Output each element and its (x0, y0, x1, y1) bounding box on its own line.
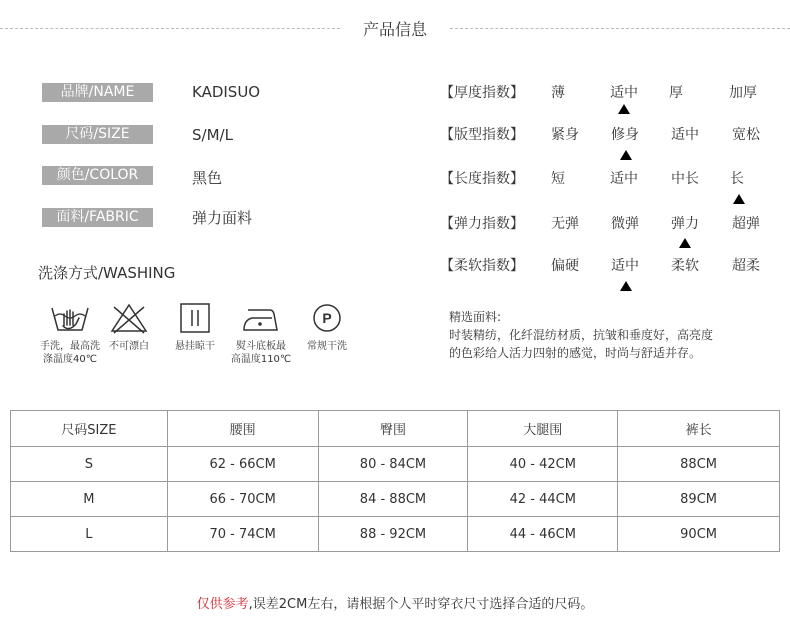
table-header-length: 裤长 (618, 411, 780, 447)
fabric-note-line1: 时装精纺，化纤混纺材质，抗皱和垂度好，高亮度 (449, 328, 714, 342)
no-bleach-icon (108, 302, 150, 334)
size-table (10, 410, 780, 552)
iron-icon (240, 302, 282, 334)
hang-dry-icon (174, 302, 216, 334)
hand-wash-icon (49, 302, 91, 334)
header-divider-right (450, 28, 790, 29)
table-cell: L (11, 517, 168, 552)
care-label-iron: 熨斗底板最 高温度110℃ (230, 341, 292, 365)
index-marker-thickness (618, 104, 630, 114)
table-cell: 90CM (618, 517, 780, 552)
table-cell: 44 - 46CM (468, 517, 618, 552)
table-cell: 88CM (618, 447, 780, 482)
washing-title: 洗涤方式/WASHING (38, 264, 176, 282)
index-option: 长 (730, 171, 744, 187)
index-option: 加厚 (729, 85, 757, 101)
table-cell: S (11, 447, 168, 482)
spec-value-fabric: 弹力面料 (192, 209, 253, 227)
fabric-note-line2: 的色彩给人活力四射的感觉，时尚与舒适并存。 (449, 346, 702, 360)
table-header-size: 尺码SIZE (11, 411, 168, 447)
index-option: 适中 (610, 85, 638, 101)
table-row (11, 482, 780, 517)
spec-label-fabric: 面料/FABRIC (42, 208, 153, 227)
index-option: 中长 (671, 171, 699, 187)
index-option: 偏硬 (551, 258, 579, 274)
index-label-softness: 【柔软指数】 (440, 258, 524, 274)
index-option: 薄 (551, 85, 565, 101)
table-cell: 62 - 66CM (167, 447, 318, 482)
index-option: 短 (551, 171, 565, 187)
table-cell: 42 - 44CM (468, 482, 618, 517)
index-option: 宽松 (732, 127, 760, 143)
index-option: 紧身 (551, 127, 579, 143)
spec-value-size: S/M/L (192, 126, 233, 144)
footer-emphasis: 仅供参考 (196, 597, 249, 612)
table-header-thigh: 大腿围 (468, 411, 618, 447)
spec-value-color: 黑色 (192, 169, 223, 187)
table-cell: 84 - 88CM (318, 482, 468, 517)
index-marker-stretch (679, 238, 691, 248)
footer-text: ,误差2CM左右，请根据个人平时穿衣尺寸选择合适的尺码。 (248, 597, 594, 612)
index-label-length: 【长度指数】 (440, 171, 524, 187)
care-item-dry-clean (287, 302, 367, 353)
index-label-stretch: 【弹力指数】 (440, 216, 524, 232)
table-cell: 40 - 42CM (468, 447, 618, 482)
table-cell: 80 - 84CM (318, 447, 468, 482)
section-title: 产品信息 (362, 20, 427, 39)
index-marker-length (733, 194, 745, 204)
index-option: 适中 (611, 258, 639, 274)
dry-clean-icon (306, 302, 348, 334)
index-option: 弹力 (671, 216, 699, 232)
care-label-dry-clean: 常规干洗 (307, 341, 347, 352)
care-label-hand-wash: 手洗，最高洗 涤温度40℃ (40, 341, 100, 365)
fabric-note (449, 308, 779, 362)
spec-value-name: KADISUO (192, 83, 261, 101)
index-option: 超弹 (732, 216, 760, 232)
fabric-note-title: 精选面料: (449, 310, 502, 324)
index-option: 适中 (610, 171, 638, 187)
table-cell: M (11, 482, 168, 517)
index-option: 微弹 (611, 216, 639, 232)
table-cell: 66 - 70CM (167, 482, 318, 517)
table-cell: 88 - 92CM (318, 517, 468, 552)
table-header-hip: 臀围 (318, 411, 468, 447)
header-divider-left (0, 28, 340, 29)
index-option: 超柔 (732, 258, 760, 274)
index-option: 厚 (669, 85, 683, 101)
spec-label-color: 颜色/COLOR (42, 166, 153, 185)
dry-clean-symbol: P (322, 310, 332, 326)
index-option: 柔软 (671, 258, 699, 274)
index-marker-fit (620, 150, 632, 160)
index-option: 适中 (671, 127, 699, 143)
footer-note (0, 593, 790, 612)
table-row (11, 517, 780, 552)
index-label-fit: 【版型指数】 (440, 127, 524, 143)
care-label-no-bleach: 不可漂白 (109, 341, 149, 352)
table-row (11, 447, 780, 482)
table-cell: 89CM (618, 482, 780, 517)
care-label-hang-dry: 悬挂晾干 (175, 341, 215, 352)
index-marker-softness (620, 281, 632, 291)
index-option: 修身 (611, 127, 639, 143)
spec-label-name: 品牌/NAME (42, 83, 153, 102)
table-header-waist: 腰围 (167, 411, 318, 447)
table-header-row (11, 411, 780, 447)
index-option: 无弹 (551, 216, 579, 232)
index-label-thickness: 【厚度指数】 (440, 85, 524, 101)
table-cell: 70 - 74CM (167, 517, 318, 552)
spec-label-size: 尺码/SIZE (42, 125, 153, 144)
